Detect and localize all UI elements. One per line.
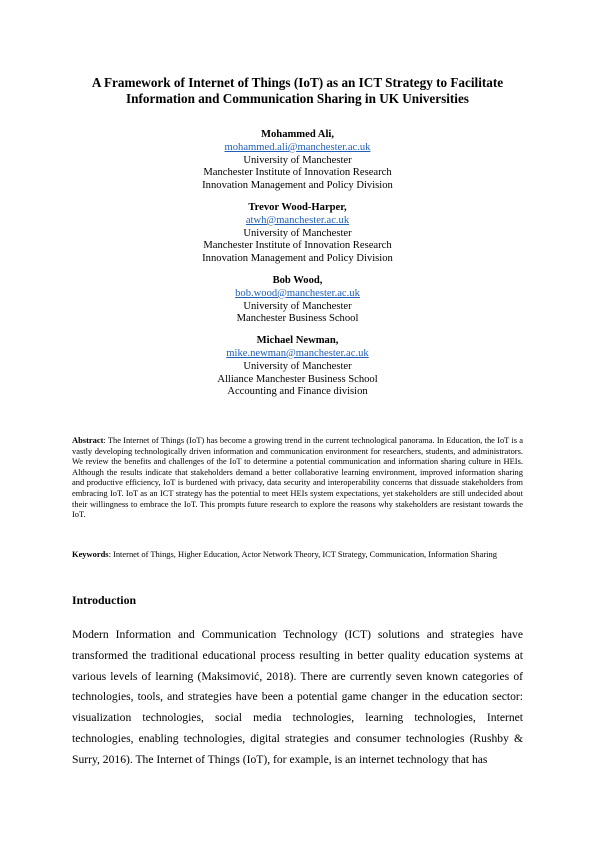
author-affiliation: Manchester Institute of Innovation Research bbox=[203, 240, 392, 252]
body-paragraph: Modern Information and Communication Technology (ICT) solutions and strategies have transformed the traditional educational process resulting in better quality education systems at various levels of learning (Maksimović, 2018). There are currently seven known categories of technologies, tools, and strategies have been a potential game changer in the education sector: visualization technologies, social media technologies, learning technologies, Internet technologies, enabling technologies, digital strategies and consumer technologies (Rushby & Surry, 2016). The Internet of Things (IoT), for example, is an internet technology that has bbox=[72, 628, 523, 766]
author-affiliation: Innovation Management and Policy Division bbox=[202, 253, 393, 265]
author-affiliation: Accounting and Finance division bbox=[227, 386, 368, 398]
abstract bbox=[72, 435, 523, 520]
author-email-link[interactable]: bob.wood@manchester.ac.uk bbox=[235, 287, 360, 299]
author-name: Mohammed Ali, bbox=[261, 129, 334, 140]
author-affiliation: University of Manchester bbox=[243, 360, 352, 372]
author-affiliation: Alliance Manchester Business School bbox=[217, 373, 378, 385]
keywords-label: Keywords bbox=[72, 549, 109, 559]
section-heading: Introduction bbox=[72, 593, 137, 607]
author-block bbox=[0, 335, 595, 399]
title-line: Information and Communication Sharing in UK Universities bbox=[126, 91, 469, 106]
author-name: Michael Newman, bbox=[256, 335, 339, 347]
author-affiliation: Innovation Management and Policy Division bbox=[202, 180, 393, 192]
paper-title bbox=[40, 75, 555, 107]
author-name: Bob Wood, bbox=[272, 274, 323, 286]
author-email-link[interactable]: atwh@manchester.ac.uk bbox=[245, 214, 350, 226]
author-affiliation: Manchester Business School bbox=[236, 313, 359, 325]
author-name: Trevor Wood-Harper, bbox=[248, 201, 347, 213]
keywords bbox=[72, 549, 523, 560]
abstract-label: Abstract bbox=[72, 435, 104, 445]
author-email-link[interactable]: mohammed.ali@manchester.ac.uk bbox=[224, 141, 371, 153]
keywords-text: : Internet of Things, Higher Education, Actor Network Theory, ICT Strategy, Communication, Information Sharing bbox=[108, 549, 497, 559]
author-affiliation: Manchester Institute of Innovation Research bbox=[203, 167, 392, 179]
title-line: A Framework of Internet of Things (IoT) as an ICT Strategy to Facilitate bbox=[91, 75, 504, 90]
author-block bbox=[0, 202, 595, 266]
author-list bbox=[0, 129, 595, 408]
author-email-link[interactable]: mike.newman@manchester.ac.uk bbox=[226, 347, 369, 359]
author-affiliation: University of Manchester bbox=[243, 154, 352, 166]
author-block bbox=[0, 275, 595, 326]
author-affiliation: University of Manchester bbox=[243, 300, 352, 312]
author-affiliation: University of Manchester bbox=[243, 227, 352, 239]
abstract-text: : The Internet of Things (IoT) has become a growing trend in the current technological panorama. In Education, the IoT is a vastly developing technologically driven information and communication environment for researchers, students, and administrators. We review the benefits and challenges of the IoT to determine a potential communication and information sharing culture in HEIs. Although the results indicate that stakeholders demand a better collaborative learning environment, improved information sharing and productive efficiency, IoT is burdened with privacy, data security and interoperability concerns that dissuade stakeholders from embracing IoT. IoT as an ICT strategy has the potential to meet HEIs system expectations, yet stakeholders are still undecided about their willingness to embrace the IoT. This prompts future research to explore the reasons why stakeholders are resistant towards the IoT. bbox=[72, 435, 523, 520]
author-block bbox=[0, 129, 595, 193]
